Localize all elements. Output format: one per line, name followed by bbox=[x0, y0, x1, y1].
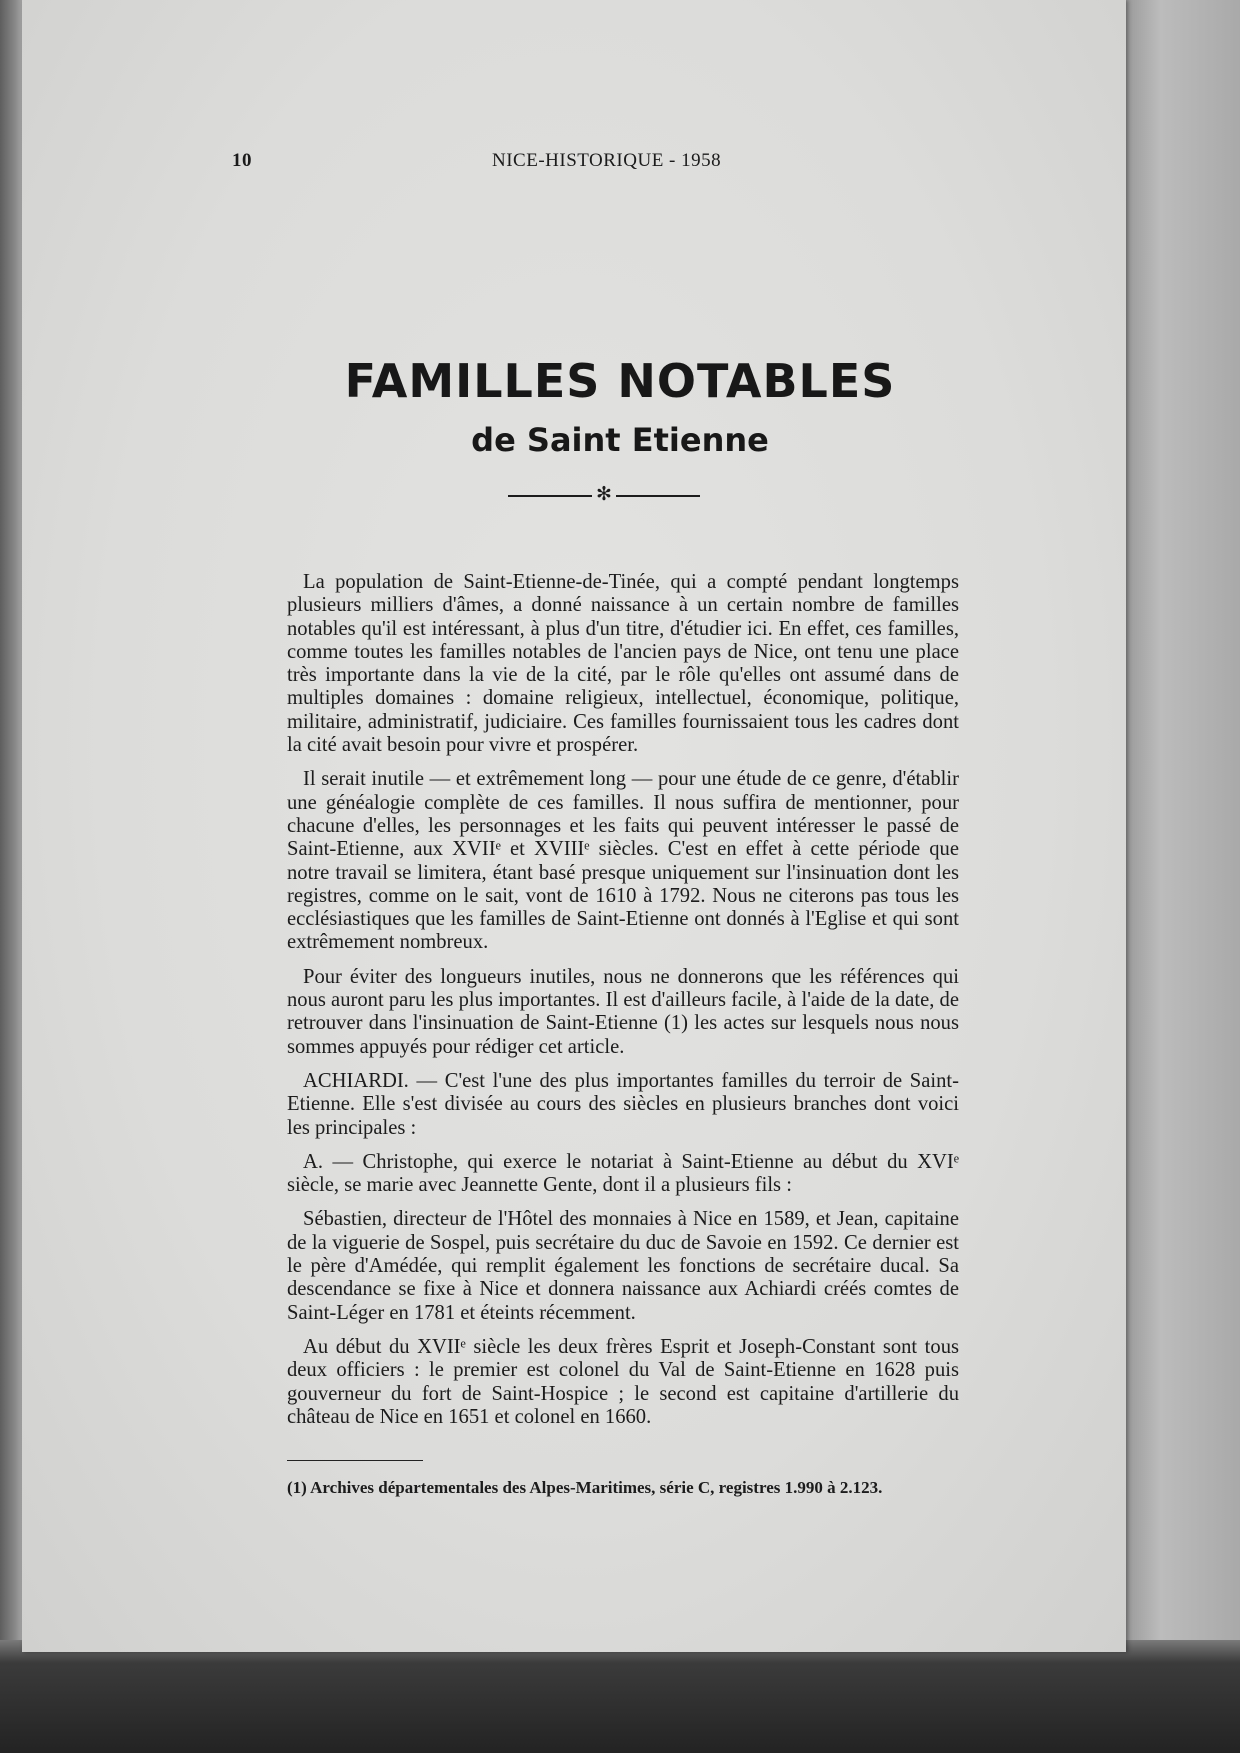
paragraph-branch-a: A. — Christophe, qui exerce le notariat à Saint-Etienne au début du XVIᵉ siècle, se marie avec Jeannette Gente, dont il a plusieurs fils : bbox=[287, 1150, 959, 1197]
adjacent-page-edge bbox=[1126, 0, 1240, 1660]
running-header: NICE-HISTORIQUE - 1958 bbox=[492, 150, 722, 171]
paragraph-esprit-joseph: Au début du XVIIᵉ siècle les deux frères Esprit et Joseph-Constant sont tous deux officiers : le premier est colonel du Val de Saint-Etienne en 1628 puis gouverneur du fort de Saint-Hospice ; le second est capitaine d'artillerie du château de Nice en 1651 et colonel en 1660. bbox=[287, 1335, 959, 1428]
paragraph-scope: Il serait inutile — et extrêmement long — pour une étude de ce genre, d'établir une généalogie complète de ces familles. Il nous suffira de mentionner, pour chacune d'elles, les personnages et les faits qui peuvent intéresser le passé de Saint-Etienne, aux XVIIᵉ et XVIIIᵉ siècles. C'est en effet à cette période que notre travail se limitera, étant basé presque uniquement sur l'insinuation dont les registres, comme on le sait, vont de 1610 à 1792. Nous ne citerons pas tous les ecclésiastiques que les familles de Saint-Etienne ont donnés à l'Eglise et qui sont extrêmement nombreux. bbox=[287, 768, 959, 954]
paragraph-intro: La population de Saint-Etienne-de-Tinée, qui a compté pendant longtemps plusieurs milliers d'âmes, a donné naissance à un certain nombre de familles notables qu'il est intéressant, à plus d'un titre, d'étudier ici. En effet, ces familles, comme toutes les familles notables de l'ancien pays de Nice, ont tenu une place très importante dans la vie de la cité, par le rôle qu'elles ont assumé dans de multiples domaines : domaine religieux, intellectuel, économique, politique, militaire, administratif, judiciaire. Ces familles fournissaient tous les cadres dont la cité avait besoin pour vivre et prospérer. bbox=[287, 571, 959, 757]
ornament-rule-right bbox=[616, 495, 700, 497]
paragraph-achiardi: ACHIARDI. — C'est l'une des plus importantes familles du terroir de Saint-Etienne. Elle s'est divisée au cours des siècles en plusieurs branches dont voici les principales : bbox=[287, 1069, 959, 1139]
asterisk-icon: ✻ bbox=[596, 484, 612, 505]
page-number: 10 bbox=[232, 150, 252, 171]
article-title: FAMILLES NOTABLES bbox=[344, 354, 896, 408]
ornament-rule-left bbox=[508, 495, 592, 497]
article-body bbox=[287, 571, 959, 1440]
article-subtitle: de Saint Etienne bbox=[471, 421, 769, 459]
scan-bottom-margin bbox=[0, 1640, 1240, 1753]
title-ornament bbox=[508, 484, 700, 505]
paragraph-references: Pour éviter des longueurs inutiles, nous ne donnerons que les références qui nous auront paru les plus importantes. Il est d'ailleurs facile, à l'aide de la date, de retrouver dans l'insinuation de Saint-Etienne (1) les actes sur lesquels nous nous sommes appuyés pour rédiger cet article. bbox=[287, 965, 959, 1058]
footnote-divider bbox=[287, 1460, 423, 1461]
paragraph-sebastien-jean: Sébastien, directeur de l'Hôtel des monnaies à Nice en 1589, et Jean, capitaine de la viguerie de Sospel, puis secrétaire du duc de Savoie en 1592. Ce dernier est le père d'Amédée, qui remplit également les fonctions de secrétaire ducal. Sa descendance se fixe à Nice et donnera naissance aux Achiardi créés comtes de Saint-Léger en 1781 et éteints récemment. bbox=[287, 1208, 959, 1324]
footnote: (1) Archives départementales des Alpes-Maritimes, série C, registres 1.990 à 2.123. bbox=[287, 1478, 883, 1497]
